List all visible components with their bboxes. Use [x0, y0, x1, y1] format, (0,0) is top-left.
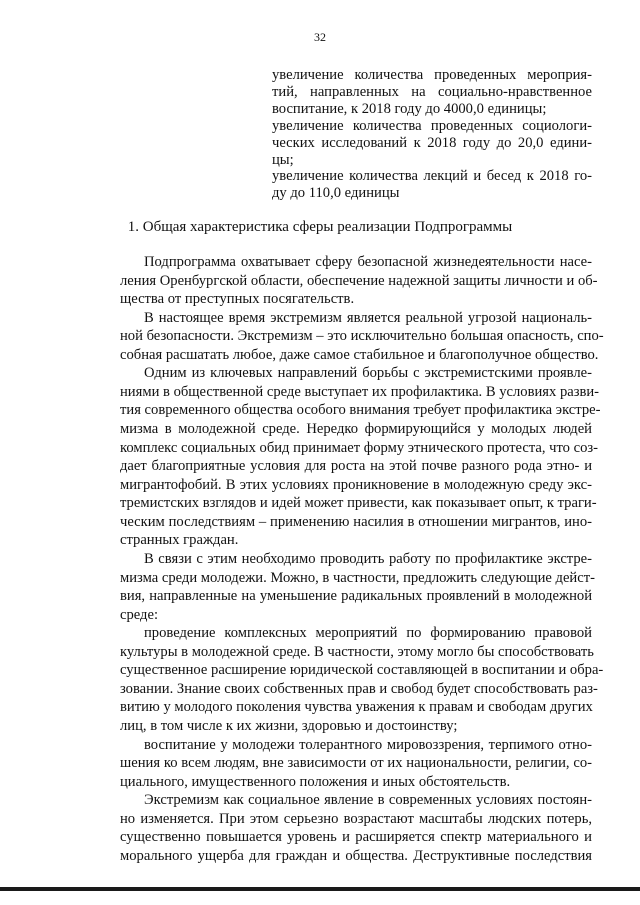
- body-line: В связи с этим необходимо проводить работу по профилактике экстре-: [144, 550, 592, 567]
- body-line: мизма среди молодежи. Можно, в частности, предложить следующие дейст-: [120, 569, 595, 586]
- goals-list-line: увеличение количества проведенных мероприя-: [272, 67, 592, 83]
- body-line: культуры в молодежной среде. В частности, этому могло бы способствовать: [120, 643, 594, 660]
- goals-list-line: увеличение количества лекций и бесед к 2018 го-: [272, 168, 592, 185]
- body-line: но изменяется. При этом серьезно возрастают масштабы людских потерь,: [120, 810, 592, 827]
- body-line: Экстремизм как социальное явление в современных условиях постоян-: [144, 792, 592, 809]
- body-line: витию у молодого поколения чувства уважения к правам и свободам других: [120, 699, 593, 716]
- body-line: ческим последствиям – применению насилия в отношении мигрантов, ино-: [120, 513, 592, 530]
- body-line: тремистских взглядов и идей может привести, как показывает опыт, к траги-: [120, 495, 597, 512]
- body-line: щества от преступных посягательств.: [120, 291, 355, 308]
- body-line: морального ущерба для граждан и общества. Деструктивные последствия: [120, 847, 592, 864]
- body-line: комплекс социальных обид принимает форму этнического протеста, что соз-: [120, 439, 599, 456]
- body-line: мизма в молодежной среде. Нередко формирующийся у молодых людей: [120, 421, 592, 438]
- goals-list-line: воспитание, к 2018 году до 4000,0 единицы;: [272, 100, 547, 117]
- body-line: странных граждан.: [120, 532, 239, 549]
- body-line: собная расшатать любое, даже самое стабильное и благополучное общество.: [120, 346, 599, 363]
- body-line: ления Оренбургской области, обеспечение надежной защиты личности и об-: [120, 272, 598, 289]
- body-line: В настоящее время экстремизм является реальной угрозой националь-: [144, 309, 592, 326]
- body-line: мигрантофобий. В этих условиях проникновение в молодежную среду экс-: [120, 476, 592, 493]
- body-line: вия, направленные на уменьшение радикальных проявлений в молодежной: [120, 588, 592, 605]
- section-heading: 1. Общая характеристика сферы реализации Подпрограммы: [127, 219, 513, 235]
- body-line: среде:: [120, 606, 159, 623]
- goals-list-line: ду до 110,0 единицы: [272, 185, 400, 202]
- body-line: тия современного общества особого внимания требует профилактика экстре-: [120, 402, 601, 419]
- body-line: воспитание у молодежи толерантного мировоззрения, терпимого отно-: [144, 736, 592, 753]
- body-line: зовании. Знание своих собственных прав и свобод будет способствовать раз-: [120, 680, 598, 697]
- body-line: существенно повышается уровень и расширяется спектр материального и: [120, 829, 592, 846]
- page-number: 32: [314, 30, 326, 44]
- body-line: ной безопасности. Экстремизм – это исключительно большая опасность, спо-: [120, 328, 604, 345]
- goals-list-line: тий, направленных на социально-нравственное: [272, 83, 592, 100]
- body-line: шения ко всем людям, вне зависимости от их национальности, религии, со-: [120, 755, 592, 772]
- body-line: лиц, в том числе к их жизни, здоровью и достоинству;: [120, 718, 458, 734]
- goals-list-line: цы;: [272, 151, 294, 168]
- body-line: проведение комплексных мероприятий по формированию правовой: [144, 625, 592, 642]
- goals-list-line: ческих исследований к 2018 году до 20,0 едини-: [272, 134, 592, 151]
- body-line: существенное расширение юридической составляющей в воспитании и обра-: [120, 662, 604, 679]
- body-line: ниями в общественной среде выступает их профилактика. В условиях разви-: [120, 383, 600, 400]
- goals-list-line: увеличение количества проведенных социологи-: [272, 117, 592, 134]
- body-line: циального, имущественного положения и иных обстоятельств.: [120, 773, 511, 790]
- body-line: Одним из ключевых направлений борьбы с экстремистскими проявле-: [144, 365, 592, 382]
- page-bottom-rule: [0, 887, 640, 891]
- body-line: дает благоприятные условия для роста на этой почве разного рода этно- и: [120, 458, 592, 475]
- body-line: Подпрограмма охватывает сферу безопасной жизнедеятельности насе-: [144, 254, 592, 270]
